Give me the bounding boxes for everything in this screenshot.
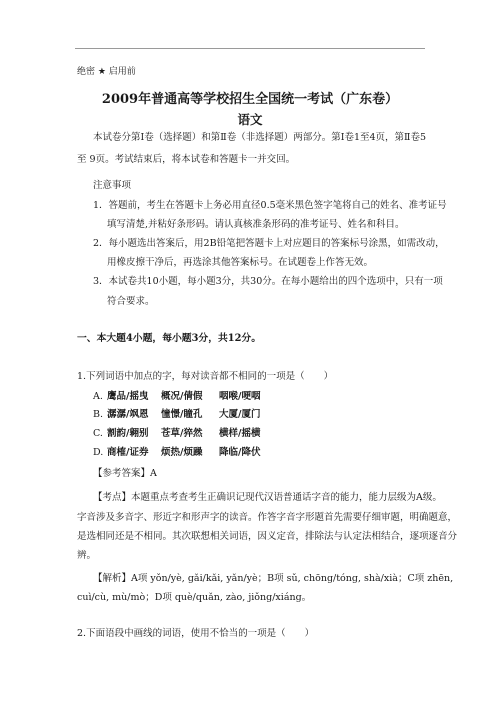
option-word: 降临/降伏 [219, 447, 261, 458]
option-word: 概况/倩假 [161, 391, 203, 402]
analysis-line: 是选相同还是不相同。其次联想相关词语，因义定音，排除法与认定法相结合，逐项逐音分 [77, 531, 458, 542]
option-word: 憧憬/瞳孔 [161, 409, 203, 420]
analysis-line: 字音涉及多音字、形近字和形声字的读音。作答字音字形题首先需要仔细审题，明确题意， [77, 512, 458, 523]
header-rule [75, 48, 425, 49]
option-word: 咽喉/哽咽 [219, 391, 261, 402]
option-word: 苍草/猝然 [161, 428, 203, 439]
note-item: 填写清楚,并粘好条形码。请认真核准条形码的准考证号、姓名和科目。 [107, 219, 405, 230]
analysis-label: 【考点】 [93, 492, 132, 503]
option-label: C. [93, 428, 103, 439]
note-item: 3．本试卷共10小题，每小题3分，共30分。在每小题给出的四个选项中，只有一项 [93, 276, 443, 287]
option-label: B. [93, 409, 104, 420]
option-word: 商榷/证券 [107, 447, 149, 458]
question-2-stem: 2.下面语段中画线的词语，使用不恰当的一项是（ ） [77, 628, 315, 639]
explanation-line: cuì/cù, mù/mò；D项 què/quǎn, zào, jiǒng/xiáng。 [77, 592, 312, 603]
note-item: 1．答题前，考生在答题卡上务必用直径0.5毫米黑色签字笔将自己的姓名、准考证号 [93, 200, 447, 211]
note-item: 2．每小题选出答案后，用2B铅笔把答题卡上对应题目的答案标号涂黑，如需改动， [93, 238, 445, 249]
exam-title: 2009年普通高等学校招生全国统一考试（广东卷） [101, 92, 399, 107]
analysis-line [93, 492, 442, 504]
reference-answer: 【参考答案】A [93, 468, 157, 479]
subject-title: 语文 [237, 112, 263, 127]
note-item: 符合要求。 [107, 296, 155, 307]
option-word: 鹰品/摇曳 [107, 391, 149, 402]
option-word: 潺潺/飒恩 [107, 409, 149, 420]
analysis-line: 辨。 [77, 550, 97, 561]
notes-heading: 注意事项 [93, 180, 132, 191]
note-item: 用橡皮擦干净后，再选涂其他答案标号。在试题卷上作答无效。 [107, 257, 374, 268]
analysis-text: 本题重点考查考生正确识记现代汉语普通话字音的能力，能力层级为A级。 [131, 492, 442, 503]
option-word: 割韵/翱别 [107, 428, 149, 439]
intro-line-2: 至 9页。考试结束后，将本试卷和答题卡一并交回。 [77, 154, 296, 165]
option-label: A. [93, 391, 103, 402]
question-1-stem: 1.下列词语中加点的字，每对读音都不相同的一项是（ ） [77, 371, 334, 382]
explanation-line [93, 573, 453, 585]
explanation-label: 【解析】 [93, 573, 132, 584]
option-word: 烦热/烦躁 [161, 447, 203, 458]
intro-line-1: 本试卷分第Ⅰ卷（选择题）和第Ⅱ卷（非选择题）两部分。第Ⅰ卷1至4页，第Ⅱ卷5 [93, 132, 427, 143]
option-word: 大厦/厦门 [219, 409, 261, 420]
confidential-label: 绝密 ★ 启用前 [77, 67, 136, 77]
option-word: 横样/摇横 [219, 428, 261, 439]
section-1-heading: 一、本大题4小题，每小题3分，共12分。 [77, 333, 262, 344]
option-label: D. [93, 447, 104, 458]
explanation-text: A项 yǒn/yè, gǎi/kǎi, yǎn/yè；B项 sǔ, chōng/tóng, shà/xià；C项 zhēn, [131, 573, 454, 584]
